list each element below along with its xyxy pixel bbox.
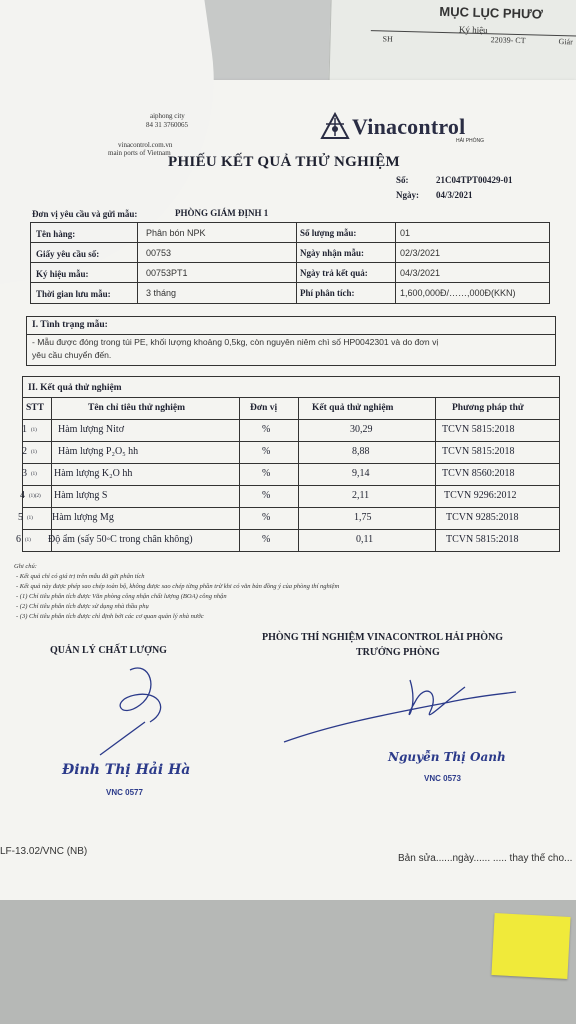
row-stt: 6 [16,534,21,545]
row-method: TCVN 8560:2018 [442,468,515,479]
row-stt-note: (1)(2) [29,494,41,499]
row-name: Hàm lượng P₂O₅ hh [58,446,139,457]
left-signature [90,660,200,760]
info-label: Ký hiệu mẫu: [36,269,89,279]
note-line: - (1) Chỉ tiêu phân tích được Văn phòng công nhận chất lượng (BOA) công nhận [16,593,227,600]
info-value: 00753PT1 [146,268,188,278]
info-label: Ngày trả kết quả: [300,268,368,278]
note-line: - (2) Chỉ tiêu phân tích được sử dụng nhà thầu phụ [16,603,149,610]
row-unit: % [262,446,271,457]
info-label: Phí phân tích: [300,288,355,298]
right-signatory-title: PHÒNG THÍ NGHIỆM VINACONTROL HẢI PHÒNG [262,632,504,643]
info-value: 02/3/2021 [400,248,441,258]
info-value: 00753 [146,248,172,258]
row-result: 30,29 [350,424,373,435]
row-unit: % [262,468,271,479]
row-name: Hàm lượng S [54,490,108,501]
row-stt-note: (1) [31,472,37,477]
sample-status-line1: - Mẫu được đóng trong túi PE, khối lượng khoảng 0,5kg, còn nguyên niêm chì số HP0042301 và do đơn vị [32,337,439,347]
col-header-method: Phương pháp thử [452,403,524,413]
scales-icon [320,112,350,140]
info-label: Ngày nhận mẫu: [300,248,365,258]
row-result: 2,11 [352,490,370,501]
ngay-label: Ngày: [396,190,419,200]
so-label: Số: [396,175,409,185]
address-line-3: vinacontrol.com.vn [118,141,173,149]
form-code: LF-13.02/VNC (NB) [0,846,88,857]
requester-label: Đơn vị yêu cầu và gửi mẫu: [32,209,138,219]
so-value: 21C04TPT00429-01 [436,175,513,185]
address-line-2: 84 31 3760065 [146,121,188,129]
row-result: 8,88 [352,446,370,457]
note-line: - (3) Chỉ tiêu phân tích được chỉ định bởi các cơ quan quản lý nhà nước [16,613,204,620]
info-value: 3 tháng [146,288,177,298]
requester-value: PHÒNG GIÁM ĐỊNH 1 [175,208,269,218]
bg-cell-code: 22039- CT [490,35,526,46]
right-signatory-code: VNC 0573 [424,774,461,783]
report-title: PHIẾU KẾT QUẢ THỬ NGHIỆM [168,154,400,170]
row-stt: 4 [20,490,25,501]
row-unit: % [262,490,271,501]
right-signature [280,672,520,752]
row-stt: 2 [22,446,27,457]
info-value: 01 [400,228,411,238]
sticky-note [491,913,570,979]
row-stt-note: (1) [31,450,37,455]
col-header-stt: STT [26,403,44,413]
right-signatory-role: TRƯỞNG PHÒNG [356,647,440,658]
brand-name: Vinacontrol [352,114,466,139]
row-result: 1,75 [354,512,372,523]
info-label: Thời gian lưu mẫu: [36,289,111,299]
ngay-value: 04/3/2021 [436,190,473,200]
bg-cell-sh: SH [382,34,393,44]
row-method: TCVN 5815:2018 [442,424,515,435]
info-value: Phân bón NPK [146,228,206,238]
row-unit: % [262,424,271,435]
row-name: Hàm lượng Nitơ [58,424,124,435]
row-stt: 5 [18,512,23,523]
desk-surface [0,900,576,1024]
row-method: TCVN 5815:2018 [442,446,515,457]
note-line: - Kết quả chỉ có giá trị trên mẫu đã gửi phân tích [16,573,145,580]
row-name: Hàm lượng K₂O hh [54,468,133,479]
row-stt-note: (1) [25,538,31,543]
bg-cell-gia: Giár [558,37,573,47]
row-name: Độ ẩm (sấy 50◦C trong chân không) [48,534,193,545]
row-unit: % [262,512,271,523]
brand-sub: HẢI PHÒNG [456,138,485,144]
row-stt-note: (1) [27,516,33,521]
note-line: - Kết quả này được phép sao chép toàn bộ, không được sao chép từng phần trừ khi có văn bản đồng ý của phòng thí nghiệm [16,583,340,590]
right-signatory-name: Nguyễn Thị Oanh [388,750,506,764]
info-label: Giấy yêu cầu số: [36,249,100,259]
section2-title: II. Kết quả thử nghiệm [28,383,122,393]
vinacontrol-logo [318,110,508,144]
info-label: Tên hàng: [36,229,76,239]
row-name: Hàm lượng Mg [52,512,114,523]
address-line-1: aiphong city [150,112,185,120]
info-value: 04/3/2021 [400,268,441,278]
col-header-unit: Đơn vị [250,403,278,413]
bg-page-title: MỤC LỤC PHƯƠ [439,3,544,22]
notes-title: Ghi chú: [14,563,37,570]
row-result: 0,11 [356,534,374,545]
row-method: TCVN 9285:2018 [446,512,519,523]
row-stt: 1 [22,424,27,435]
revision-line: Bản sửa......ngày...... ..... thay thế cho... [398,853,573,864]
row-stt-note: (1) [31,428,37,433]
address-line-4: main ports of Vietnam [108,149,171,157]
row-method: TCVN 5815:2018 [446,534,519,545]
section1-title: I. Tình trạng mẫu: [32,320,108,330]
col-header-name: Tên chỉ tiêu thử nghiệm [88,403,186,413]
bg-col-label: Ký hiệu [458,24,488,36]
info-value: 1,600,000Đ/……,000Đ(KKN) [400,288,516,298]
row-stt: 3 [22,468,27,479]
col-header-result: Kết quả thử nghiệm [312,403,394,413]
left-signatory-title: QUẢN LÝ CHẤT LƯỢNG [50,645,167,656]
row-result: 9,14 [352,468,370,479]
left-signatory-code: VNC 0577 [106,788,143,797]
info-label: Số lượng mẫu: [300,228,357,238]
left-signatory-name: Đinh Thị Hải Hà [62,762,191,778]
sample-status-line2: yêu cầu chuyển đến. [32,350,112,360]
row-method: TCVN 9296:2012 [444,490,517,501]
row-unit: % [262,534,271,545]
